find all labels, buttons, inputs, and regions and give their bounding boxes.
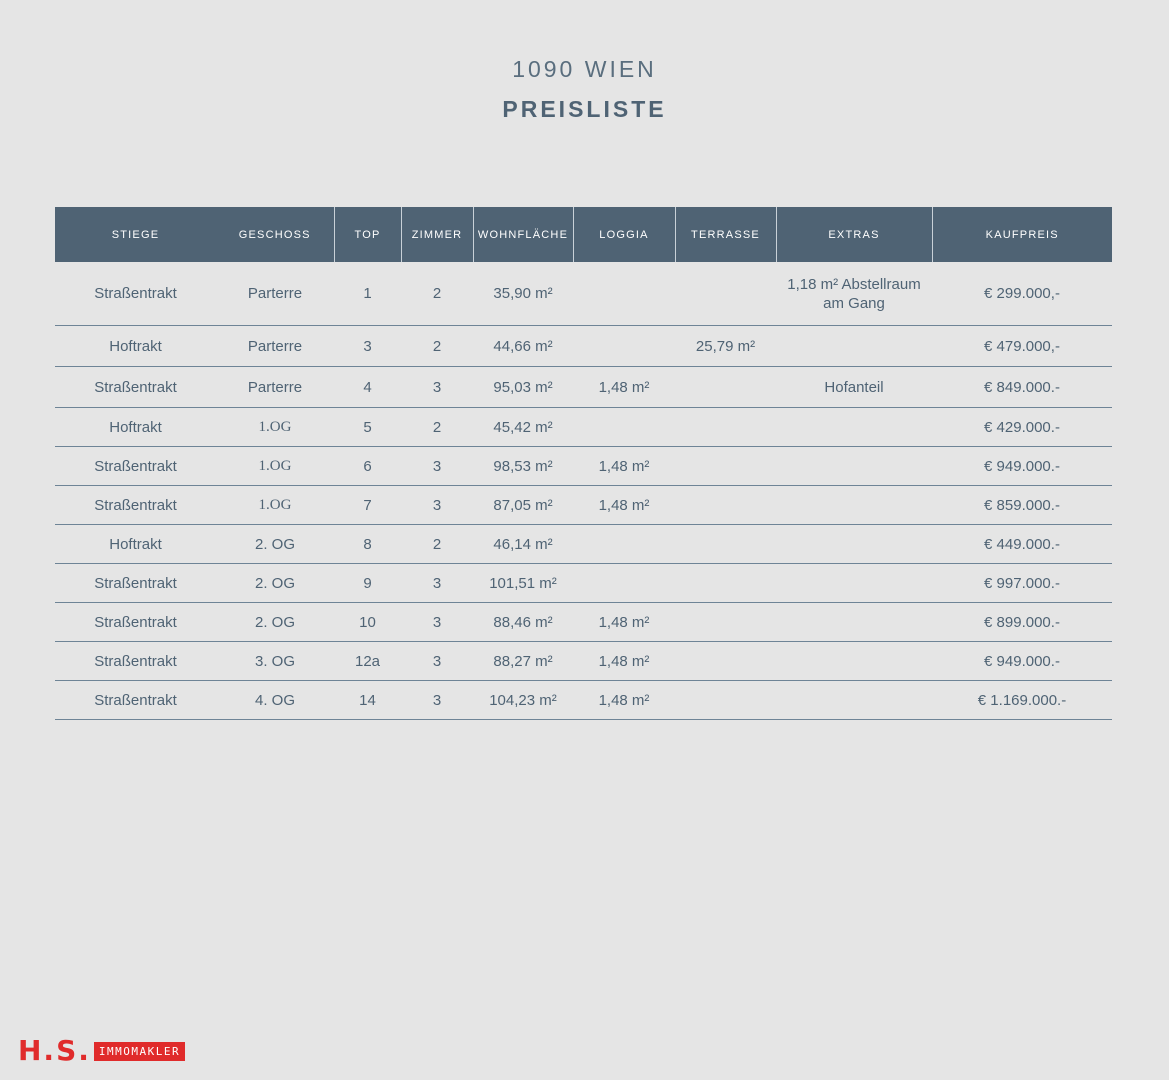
cell-zimmer: 2 [401,326,473,367]
cell-extras [776,408,932,447]
table-row [55,408,1112,447]
column-header-zimmer: ZIMMER [401,207,473,262]
table-header [55,207,1112,262]
cell-zimmer: 2 [401,262,473,326]
cell-geschoss: 2. OG [216,525,334,564]
cell-loggia: 1,48 m² [573,603,675,642]
table-header-row [55,207,1112,262]
column-header-geschoss: GESCHOSS [216,207,334,262]
column-header-terrasse: TERRASSE [675,207,776,262]
cell-kaufpreis: € 949.000.- [932,447,1112,486]
cell-zimmer: 3 [401,564,473,603]
column-header-stiege: STIEGE [55,207,216,262]
cell-wohnflaeche: 44,66 m² [473,326,573,367]
cell-wohnflaeche: 101,51 m² [473,564,573,603]
cell-wohnflaeche: 104,23 m² [473,681,573,720]
logo-letters: H.S. [18,1034,91,1067]
cell-kaufpreis: € 299.000,- [932,262,1112,326]
cell-stiege: Hoftrakt [55,408,216,447]
cell-stiege: Straßentrakt [55,262,216,326]
cell-stiege: Hoftrakt [55,525,216,564]
cell-geschoss: 3. OG [216,642,334,681]
table-row [55,642,1112,681]
cell-wohnflaeche: 46,14 m² [473,525,573,564]
table-row [55,525,1112,564]
cell-kaufpreis: € 997.000.- [932,564,1112,603]
cell-terrasse [675,564,776,603]
cell-zimmer: 2 [401,408,473,447]
cell-geschoss: 1.OG [216,408,334,447]
page-subtitle: 1090 WIEN [512,56,657,82]
table-row [55,681,1112,720]
cell-zimmer: 3 [401,603,473,642]
cell-geschoss: 4. OG [216,681,334,720]
cell-wohnflaeche: 88,46 m² [473,603,573,642]
company-logo [18,1034,185,1067]
cell-terrasse [675,486,776,525]
cell-top: 6 [334,447,401,486]
cell-zimmer: 3 [401,486,473,525]
cell-terrasse [675,603,776,642]
table-row [55,326,1112,367]
cell-zimmer: 3 [401,642,473,681]
cell-geschoss: Parterre [216,326,334,367]
price-table [55,207,1112,720]
cell-extras [776,326,932,367]
cell-geschoss: 1.OG [216,486,334,525]
cell-geschoss: Parterre [216,262,334,326]
cell-geschoss: 2. OG [216,564,334,603]
cell-zimmer: 3 [401,681,473,720]
cell-loggia: 1,48 m² [573,486,675,525]
cell-zimmer: 3 [401,447,473,486]
column-header-kaufpreis: KAUFPREIS [932,207,1112,262]
cell-top: 7 [334,486,401,525]
cell-stiege: Straßentrakt [55,681,216,720]
cell-zimmer: 2 [401,525,473,564]
column-header-extras: EXTRAS [776,207,932,262]
cell-terrasse [675,525,776,564]
cell-loggia: 1,48 m² [573,642,675,681]
cell-kaufpreis: € 449.000.- [932,525,1112,564]
cell-terrasse [675,642,776,681]
cell-wohnflaeche: 87,05 m² [473,486,573,525]
cell-kaufpreis: € 859.000.- [932,486,1112,525]
cell-loggia [573,262,675,326]
cell-extras: 1,18 m² Abstellraum am Gang [776,262,932,326]
cell-loggia [573,525,675,564]
cell-kaufpreis: € 949.000.- [932,642,1112,681]
cell-top: 4 [334,367,401,408]
cell-stiege: Hoftrakt [55,326,216,367]
cell-wohnflaeche: 95,03 m² [473,367,573,408]
cell-stiege: Straßentrakt [55,603,216,642]
table-body [55,262,1112,720]
cell-loggia: 1,48 m² [573,681,675,720]
cell-top: 3 [334,326,401,367]
cell-loggia [573,408,675,447]
cell-geschoss: 2. OG [216,603,334,642]
table-row [55,486,1112,525]
column-header-wohnflaeche: WOHNFLÄCHE [473,207,573,262]
cell-top: 5 [334,408,401,447]
cell-loggia [573,326,675,367]
cell-terrasse [675,262,776,326]
cell-top: 1 [334,262,401,326]
cell-extras [776,525,932,564]
cell-terrasse [675,681,776,720]
cell-wohnflaeche: 98,53 m² [473,447,573,486]
cell-wohnflaeche: 35,90 m² [473,262,573,326]
cell-stiege: Straßentrakt [55,486,216,525]
cell-kaufpreis: € 479.000,- [932,326,1112,367]
cell-top: 8 [334,525,401,564]
cell-top: 12a [334,642,401,681]
column-header-top: TOP [334,207,401,262]
cell-loggia [573,564,675,603]
table-row [55,447,1112,486]
cell-kaufpreis: € 1.169.000.- [932,681,1112,720]
cell-loggia: 1,48 m² [573,367,675,408]
cell-terrasse [675,408,776,447]
page-title: PREISLISTE [502,96,667,122]
cell-stiege: Straßentrakt [55,642,216,681]
cell-extras [776,681,932,720]
cell-stiege: Straßentrakt [55,564,216,603]
cell-kaufpreis: € 899.000.- [932,603,1112,642]
cell-kaufpreis: € 849.000.- [932,367,1112,408]
column-header-loggia: LOGGIA [573,207,675,262]
cell-extras [776,642,932,681]
cell-extras [776,486,932,525]
cell-kaufpreis: € 429.000.- [932,408,1112,447]
cell-loggia: 1,48 m² [573,447,675,486]
table-row [55,262,1112,326]
logo-tagline: IMMOMAKLER [94,1042,185,1061]
cell-extras [776,564,932,603]
cell-extras: Hofanteil [776,367,932,408]
cell-terrasse [675,447,776,486]
cell-stiege: Straßentrakt [55,367,216,408]
cell-wohnflaeche: 45,42 m² [473,408,573,447]
cell-terrasse: 25,79 m² [675,326,776,367]
cell-zimmer: 3 [401,367,473,408]
table-row [55,603,1112,642]
cell-extras [776,603,932,642]
cell-wohnflaeche: 88,27 m² [473,642,573,681]
table-row [55,564,1112,603]
cell-top: 9 [334,564,401,603]
cell-terrasse [675,367,776,408]
cell-stiege: Straßentrakt [55,447,216,486]
cell-geschoss: Parterre [216,367,334,408]
table-row [55,367,1112,408]
cell-top: 14 [334,681,401,720]
cell-top: 10 [334,603,401,642]
cell-geschoss: 1.OG [216,447,334,486]
cell-extras [776,447,932,486]
